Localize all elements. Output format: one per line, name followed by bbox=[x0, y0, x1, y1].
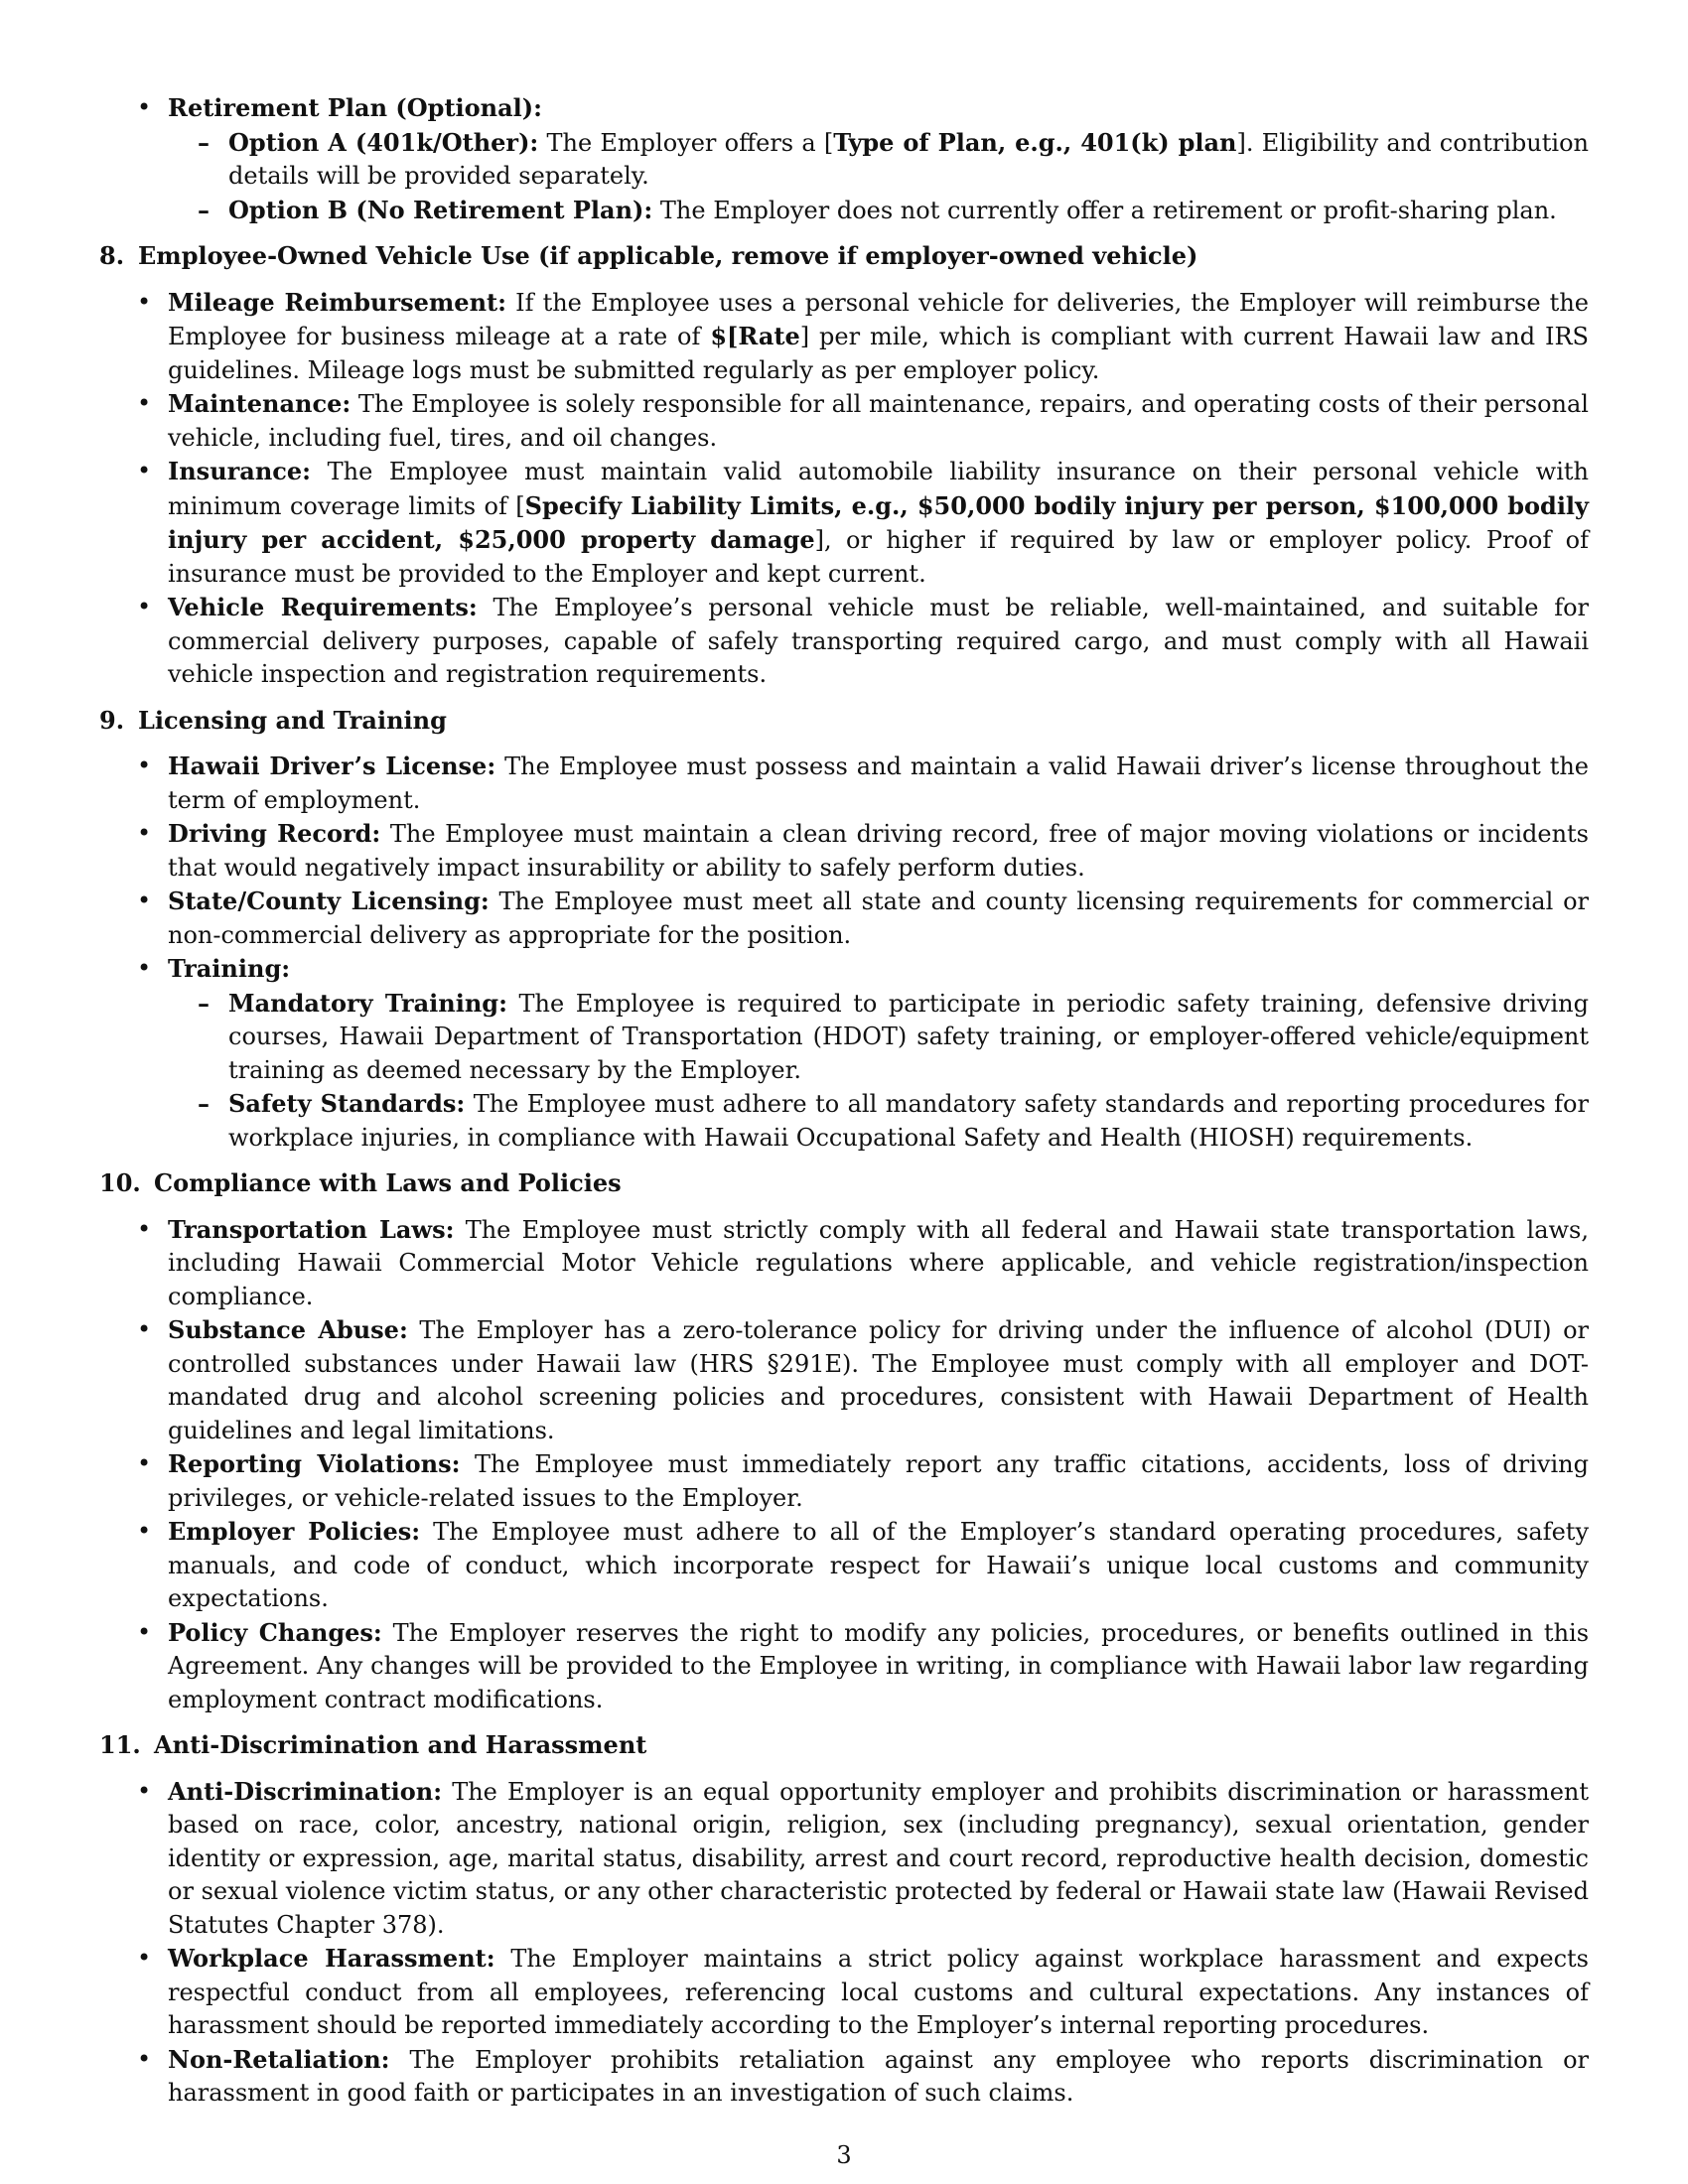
section-9-title: Licensing and Training bbox=[138, 705, 447, 735]
section-8-number: 8. bbox=[99, 241, 125, 270]
option-a-label: Option A (401k/Other): bbox=[228, 127, 539, 157]
mandatory-training-item bbox=[168, 987, 1589, 1088]
option-a-text-1: The Employer offers a [ bbox=[546, 128, 834, 157]
license-text: The Employee must possess and maintain a valid Hawaii driver’s license throughout the term of employment. bbox=[168, 752, 1589, 814]
state-licensing-text: The Employee must meet all state and county licensing requirements for commercial or non-commercial delivery as appropriate for the position. bbox=[168, 887, 1590, 949]
retirement-item bbox=[99, 91, 1589, 227]
mileage-text-2: ] per mile, which is compliant with current Hawaii law and IRS guidelines. Mileage logs must be submitted regularly as per employer policy. bbox=[168, 323, 1589, 384]
policy-changes-label: Policy Changes: bbox=[168, 1617, 382, 1647]
insurance-limits: Specify Liability Limits, e.g., $50,000 bodily injury per person, $100,000 bodily injury per accident, $25,000 property damage bbox=[168, 490, 1589, 554]
mileage-text-1: If the Employee uses a personal vehicle for deliveries, the Employer will reimburse the Employee for business mileage at a rate of bbox=[168, 288, 1589, 350]
policies-text: The Employee must adhere to all of the Employer’s standard operating procedures, safety manuals, and code of conduct, which incorporate respect for Hawaii’s unique local customs and community expectations. bbox=[168, 1518, 1589, 1612]
anti-discrimination-text: The Employer is an equal opportunity employer and prohibits discrimination or harassment based on race, color, ancestry, national origin, religion, sex (including pregnancy), sexual orientation, gender identity or expression, age, marital status, disability, arrest and court record, reproductive health decision, domestic or sexual violence victim status, or any other characteristic protected by federal or Hawaii state law (Hawaii Revised Statutes Chapter 378). bbox=[168, 1777, 1589, 1939]
policies-label: Employer Policies: bbox=[168, 1517, 421, 1546]
mileage-rate: $[Rate bbox=[710, 322, 800, 350]
mileage-label: Mileage Reimbursement: bbox=[168, 287, 506, 317]
section-9-number: 9. bbox=[99, 705, 125, 735]
safety-standards-item bbox=[168, 1087, 1589, 1155]
safety-standards-label: Safety Standards: bbox=[228, 1089, 466, 1118]
substance-label: Substance Abuse: bbox=[168, 1315, 408, 1344]
policies-item bbox=[99, 1515, 1589, 1616]
license-item bbox=[99, 750, 1589, 817]
insurance-item bbox=[99, 455, 1589, 591]
reporting-item bbox=[99, 1447, 1589, 1515]
record-item bbox=[99, 817, 1589, 885]
section-8 bbox=[99, 239, 1589, 692]
training-item bbox=[99, 952, 1589, 1155]
section-10-list bbox=[99, 1213, 1589, 1717]
non-retaliation-item bbox=[99, 2043, 1589, 2111]
reporting-label: Reporting Violations: bbox=[168, 1449, 461, 1478]
anti-discrimination-item bbox=[99, 1775, 1589, 1943]
state-licensing-item bbox=[99, 885, 1589, 952]
retirement-list bbox=[99, 91, 1589, 227]
transport-text: The Employee must strictly comply with all federal and Hawaii state transportation laws, including Hawaii Commercial Motor Vehicle regulations where applicable, and vehicle registration/inspection compliance. bbox=[168, 1215, 1589, 1310]
license-label: Hawaii Driver’s License: bbox=[168, 751, 496, 780]
insurance-text-2: ], or higher if required by law or employer policy. Proof of insurance must be provided to the Employer and kept current. bbox=[168, 526, 1590, 588]
harassment-text: The Employer maintains a strict policy against workplace harassment and expects respectful conduct from all employees, referencing local customs and cultural expectations. Any instances of harassment should be reported immediately according to the Employer’s internal reporting procedures. bbox=[168, 1945, 1589, 2039]
substance-text: The Employer has a zero-tolerance policy for driving under the influence of alcohol (DUI) or controlled substances under Hawaii law (HRS §291E). The Employee must comply with all employer and DOT-mandated drug and alcohol screening policies and procedures, consistent with Hawaii Department of Health guidelines and legal limitations. bbox=[168, 1316, 1590, 1444]
section-11-number: 11. bbox=[99, 1730, 141, 1759]
section-10-number: 10. bbox=[99, 1168, 141, 1197]
document-page bbox=[99, 91, 1589, 2111]
section-10-heading bbox=[99, 1166, 1589, 1200]
section-11 bbox=[99, 1728, 1589, 2111]
retirement-label: Retirement Plan (Optional): bbox=[168, 93, 542, 122]
vehicle-text: The Employee’s personal vehicle must be reliable, well-maintained, and suitable for commercial delivery purposes, capable of safely transporting required cargo, and must comply with all Hawaii vehicle inspection and registration requirements. bbox=[168, 594, 1589, 688]
mandatory-training-label: Mandatory Training: bbox=[228, 988, 507, 1018]
harassment-item bbox=[99, 1942, 1589, 2043]
policy-changes-item bbox=[99, 1616, 1589, 1717]
option-b-label: Option B (No Retirement Plan): bbox=[228, 195, 653, 224]
anti-discrimination-label: Anti-Discrimination: bbox=[168, 1776, 443, 1806]
vehicle-label: Vehicle Requirements: bbox=[168, 593, 478, 621]
option-a-placeholder: Type of Plan, e.g., 401(k) plan bbox=[833, 127, 1237, 157]
reporting-text: The Employee must immediately report any traffic citations, accidents, loss of driving privileges, or vehicle-related issues to the Employer. bbox=[168, 1450, 1589, 1512]
non-retaliation-label: Non-Retaliation: bbox=[168, 2044, 390, 2074]
section-9 bbox=[99, 704, 1589, 1156]
non-retaliation-text: The Employer prohibits retaliation against any employee who reports discrimination or harassment in good faith or participates in an investigation of such claims. bbox=[168, 2045, 1589, 2107]
page-number: 3 bbox=[836, 2141, 852, 2169]
option-b bbox=[168, 194, 1589, 228]
option-a-text-2: ]. Eligibility and contribution details will be provided separately. bbox=[228, 128, 1589, 190]
record-label: Driving Record: bbox=[168, 819, 381, 848]
section-8-list bbox=[99, 286, 1589, 692]
safety-standards-text: The Employee must adhere to all mandatory safety standards and reporting procedures for workplace injuries, in compliance with Hawaii Occupational Safety and Health (HIOSH) requirements. bbox=[228, 1090, 1589, 1152]
mandatory-training-text: The Employee is required to participate in periodic safety training, defensive driving courses, Hawaii Department of Transportation (HDOT) safety training, or employer-offered vehicle/equipment training as deemed necessary by the Employer. bbox=[228, 989, 1589, 1084]
vehicle-item bbox=[99, 591, 1589, 692]
policy-changes-text: The Employer reserves the right to modify any policies, procedures, or benefits outlined in this Agreement. Any changes will be provided to the Employee in writing, in compliance with Hawaii labor law regarding employment contract modifications. bbox=[168, 1618, 1590, 1713]
section-8-title: Employee-Owned Vehicle Use (if applicable, remove if employer-owned vehicle) bbox=[138, 241, 1198, 270]
maintenance-item bbox=[99, 387, 1589, 455]
insurance-text-1: The Employee must maintain valid automobile liability insurance on their personal vehicle with minimum coverage limits of [ bbox=[168, 458, 1590, 520]
mileage-item bbox=[99, 286, 1589, 388]
maintenance-label: Maintenance: bbox=[168, 389, 352, 418]
insurance-label: Insurance: bbox=[168, 457, 312, 485]
transport-label: Transportation Laws: bbox=[168, 1214, 455, 1244]
section-10 bbox=[99, 1166, 1589, 1716]
state-licensing-label: State/County Licensing: bbox=[168, 887, 490, 915]
option-a bbox=[168, 126, 1589, 194]
option-b-text: The Employer does not currently offer a retirement or profit-sharing plan. bbox=[659, 196, 1557, 224]
section-8-heading bbox=[99, 239, 1589, 273]
training-label: Training: bbox=[168, 954, 291, 983]
retirement-options bbox=[168, 126, 1589, 228]
harassment-label: Workplace Harassment: bbox=[168, 1944, 495, 1973]
section-11-title: Anti-Discrimination and Harassment bbox=[154, 1730, 647, 1759]
transport-item bbox=[99, 1213, 1589, 1314]
section-9-heading bbox=[99, 704, 1589, 738]
section-11-list bbox=[99, 1775, 1589, 2111]
section-10-title: Compliance with Laws and Policies bbox=[154, 1168, 622, 1197]
section-11-heading bbox=[99, 1728, 1589, 1762]
section-9-list bbox=[99, 750, 1589, 1155]
record-text: The Employee must maintain a clean driving record, free of major moving violations or incidents that would negatively impact insurability or ability to safely perform duties. bbox=[168, 820, 1590, 882]
maintenance-text: The Employee is solely responsible for all maintenance, repairs, and operating costs of their personal vehicle, including fuel, tires, and oil changes. bbox=[168, 390, 1589, 452]
substance-item bbox=[99, 1313, 1589, 1447]
training-sublist bbox=[168, 987, 1589, 1156]
